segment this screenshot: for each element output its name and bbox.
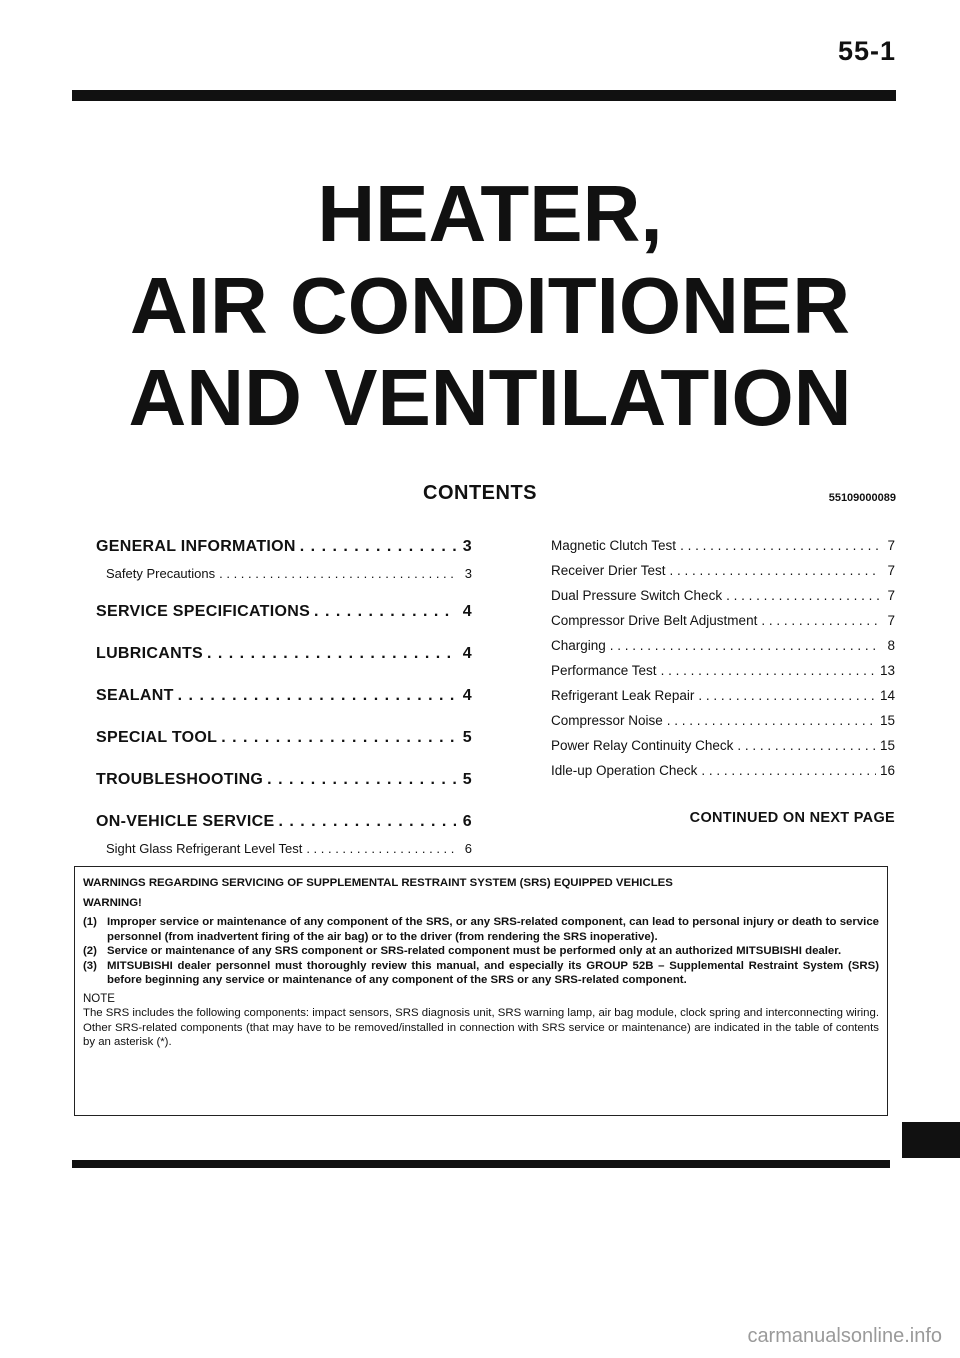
toc-entry-page: 8 (887, 638, 895, 653)
toc-leader-dots (661, 663, 876, 678)
toc-entry[interactable] (551, 663, 895, 678)
title-line-2: AIR CONDITIONER (130, 261, 850, 350)
toc-entry[interactable] (96, 645, 472, 663)
toc-entry-page: 14 (879, 688, 895, 703)
toc-entry[interactable] (96, 687, 472, 705)
toc-entry[interactable] (551, 638, 895, 653)
toc-right-column (551, 538, 895, 788)
toc-leader-dots (737, 738, 876, 753)
warning-item-number: (1) (83, 916, 97, 928)
toc-entry[interactable] (551, 588, 895, 603)
toc-leader-dots (726, 588, 879, 603)
toc-entry-page: 15 (879, 713, 895, 728)
toc-entry-page: 13 (879, 663, 895, 678)
toc-entry-page: 4 (462, 603, 472, 620)
bottom-rule (72, 1160, 890, 1168)
toc-entry-label: SPECIAL TOOL (96, 729, 218, 746)
warning-title: WARNINGS REGARDING SERVICING OF SUPPLEMENTAL RESTRAINT SYSTEM (SRS) EQUIPPED VEHICLES (83, 877, 673, 889)
warning-item-text: Service or maintenance of any SRS component or SRS-related component must be performed only at an authorized MITSUBISHI dealer. (107, 945, 842, 957)
toc-entry-page: 7 (887, 538, 895, 553)
toc-entry-page: 4 (462, 645, 472, 662)
toc-entry-page: 3 (462, 538, 472, 555)
toc-entry-label: Magnetic Clutch Test (551, 538, 677, 553)
toc-entry-label: Idle-up Operation Check (551, 763, 698, 778)
toc-entry-page: 4 (462, 687, 472, 704)
toc-leader-dots (300, 538, 456, 556)
warning-item-text: MITSUBISHI dealer personnel must thoroughly review this manual, and especially its GROUP 52B – Supplemental Restraint System (SRS) before beginning any service or maintenance of any component of the SRS or any SRS-related component. (107, 959, 879, 986)
page-number: 55-1 (837, 36, 896, 66)
toc-leader-dots (267, 771, 456, 789)
title-line-1: HEATER, (317, 169, 663, 258)
toc-entry-label: Compressor Noise (551, 713, 663, 728)
toc-entry-page: 5 (462, 771, 472, 788)
toc-leader-dots (178, 687, 456, 705)
toc-entry-label: Dual Pressure Switch Check (551, 588, 723, 603)
toc-entry-page: 7 (887, 613, 895, 628)
toc-leader-dots (314, 603, 456, 621)
toc-entry[interactable] (551, 738, 895, 753)
srs-warning-box (74, 866, 888, 1116)
warning-label: WARNING! (83, 896, 142, 909)
toc-leader-dots (680, 538, 879, 553)
toc-leader-dots (207, 645, 456, 663)
warning-item-number: (3) (83, 959, 97, 972)
title-line-3: AND VENTILATION (128, 353, 852, 442)
note-label: NOTE (83, 992, 115, 1005)
note-text: The SRS includes the following components: impact sensors, SRS diagnosis unit, SRS warning lamp, air bag module, clock spring and interconnecting wiring. Other SRS-related components (that may have to be removed/installed in connection with SRS service or maintenance) are indicated in the table of contents by an asterisk (*). (83, 1007, 879, 1048)
toc-entry-label: ON-VEHICLE SERVICE (96, 813, 275, 830)
contents-heading: CONTENTS (423, 482, 537, 504)
page-title (60, 168, 920, 444)
toc-entry[interactable] (96, 771, 472, 789)
top-rule (72, 90, 896, 101)
toc-leader-dots (670, 563, 879, 578)
toc-leader-dots (667, 713, 876, 728)
toc-leader-dots (610, 638, 879, 653)
toc-entry[interactable] (551, 538, 895, 553)
toc-entry[interactable] (551, 613, 895, 628)
toc-entry-label: Power Relay Continuity Check (551, 738, 734, 753)
toc-entry-page: 7 (887, 563, 895, 578)
toc-entry[interactable] (96, 729, 472, 747)
toc-entry-label: SERVICE SPECIFICATIONS (96, 603, 311, 620)
document-code: 55109000089 (828, 492, 896, 504)
toc-entry-label: Performance Test (551, 663, 657, 678)
toc-entry-page: 5 (462, 729, 472, 746)
toc-entry-page: 15 (879, 738, 895, 753)
toc-entry-page: 6 (462, 813, 472, 830)
toc-entry[interactable] (551, 563, 895, 578)
warning-item (83, 944, 879, 959)
toc-entry-page: 7 (887, 588, 895, 603)
warning-item-number: (2) (83, 945, 97, 957)
toc-entry[interactable] (551, 713, 895, 728)
warning-item (83, 915, 879, 944)
toc-entry-label: Safety Precautions (106, 566, 216, 581)
toc-entry-label: GENERAL INFORMATION (96, 538, 296, 555)
toc-entry-label: Charging (551, 638, 606, 653)
warning-item (83, 959, 879, 988)
toc-entry[interactable] (551, 763, 895, 778)
toc-entry[interactable] (551, 688, 895, 703)
toc-entry[interactable] (96, 841, 472, 856)
continued-note: CONTINUED ON NEXT PAGE (689, 810, 895, 826)
toc-leader-dots (306, 841, 456, 856)
toc-entry-page: 6 (464, 841, 472, 856)
section-tab-marker (902, 1122, 960, 1158)
toc-entry-label: LUBRICANTS (96, 645, 203, 662)
toc-leader-dots (278, 813, 456, 831)
toc-leader-dots (698, 688, 876, 703)
toc-entry-label: Compressor Drive Belt Adjustment (551, 613, 758, 628)
toc-entry-page: 16 (879, 763, 895, 778)
toc-entry[interactable] (96, 603, 472, 621)
toc-leader-dots (701, 763, 876, 778)
watermark: carmanualsonline.info (747, 1325, 942, 1347)
toc-entry-label: Sight Glass Refrigerant Level Test (106, 841, 303, 856)
toc-leader-dots (221, 729, 456, 747)
toc-left-column (96, 538, 472, 878)
toc-entry-label: TROUBLESHOOTING (96, 771, 264, 788)
toc-entry-page: 3 (464, 566, 472, 581)
toc-entry[interactable] (96, 813, 472, 831)
toc-entry-label: Refrigerant Leak Repair (551, 688, 695, 703)
toc-entry-label: SEALANT (96, 687, 174, 704)
toc-entry[interactable] (96, 538, 472, 556)
toc-leader-dots (219, 566, 456, 581)
toc-leader-dots (761, 613, 879, 628)
toc-entry-label: Receiver Drier Test (551, 563, 666, 578)
warning-item-text: Improper service or maintenance of any component of the SRS, or any SRS-related component, can lead to personal injury or death to service personnel (from inadvertent firing of the air bag) or to the driver (from rendering the SRS inoperative). (107, 916, 879, 943)
toc-entry[interactable] (96, 566, 472, 581)
